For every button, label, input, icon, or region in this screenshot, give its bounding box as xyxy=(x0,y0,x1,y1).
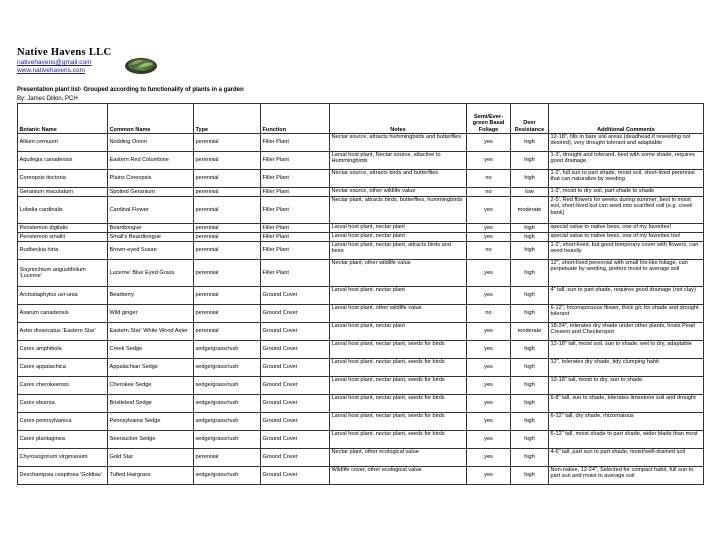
table-row xyxy=(18,260,704,287)
function-cell: Filler Plant xyxy=(261,224,330,233)
botanic-name-cell: Carex plantaginea xyxy=(18,431,108,449)
letterhead xyxy=(17,47,111,75)
type-cell: perennial xyxy=(194,449,261,467)
type-cell: sedge/grass/rush xyxy=(194,377,261,395)
notes-cell: Larval host plant, nectar plant, seeds for birds xyxy=(330,395,467,413)
botanic-name-cell: Carex pennsylvanica xyxy=(18,413,108,431)
deer-cell: high xyxy=(511,260,549,287)
notes-cell: Larval host plant, nectar plant xyxy=(330,233,467,242)
botanic-name-cell: Carex eburnia xyxy=(18,395,108,413)
comments-cell: 1-2', short-lived, but good temporary cover with flowers, can seed heavily xyxy=(549,242,704,260)
table-row xyxy=(18,467,704,485)
table-row xyxy=(18,323,704,341)
function-cell: Filler Plant xyxy=(261,242,330,260)
foliage-cell: yes xyxy=(467,413,511,431)
function-cell: Ground Cover xyxy=(261,341,330,359)
deer-cell: high xyxy=(511,170,549,188)
common-name-cell: Bearberry xyxy=(108,287,194,305)
type-cell: perennial xyxy=(194,260,261,287)
deer-cell: high xyxy=(511,305,549,323)
leaf-bowl-logo-icon xyxy=(124,55,158,75)
table-row xyxy=(18,242,704,260)
notes-cell: Nectar source, attracts birds and butterflies xyxy=(330,170,467,188)
type-cell: sedge/grass/rush xyxy=(194,413,261,431)
notes-cell: Larval host plant, nectar plant xyxy=(330,224,467,233)
foliage-cell: no xyxy=(467,170,511,188)
col-deer-resistance: Deer Resistance xyxy=(511,104,549,134)
deer-cell: low xyxy=(511,188,549,197)
function-cell: Filler Plant xyxy=(261,188,330,197)
type-cell: perennial xyxy=(194,242,261,260)
botanic-name-cell: Allium cernuum xyxy=(18,134,108,152)
deer-cell: high xyxy=(511,395,549,413)
comments-cell: 6-12" tall, dry shade, rhizomatous xyxy=(549,413,704,431)
common-name-cell: Creek Sedge xyxy=(108,341,194,359)
function-cell: Ground Cover xyxy=(261,377,330,395)
foliage-cell: yes xyxy=(467,395,511,413)
notes-cell: Nectar source, attracts hummingbirds and butterflies xyxy=(330,134,467,152)
botanic-name-cell: Asarum canadensis xyxy=(18,305,108,323)
function-cell: Ground Cover xyxy=(261,395,330,413)
table-row xyxy=(18,197,704,224)
type-cell: sedge/grass/rush xyxy=(194,395,261,413)
function-cell: Filler Plant xyxy=(261,152,330,170)
foliage-cell: yes xyxy=(467,449,511,467)
foliage-cell: yes xyxy=(467,134,511,152)
deer-cell: high xyxy=(511,134,549,152)
function-cell: Ground Cover xyxy=(261,449,330,467)
function-cell: Ground Cover xyxy=(261,413,330,431)
foliage-cell: yes xyxy=(467,467,511,485)
foliage-cell: yes xyxy=(467,152,511,170)
table-row xyxy=(18,377,704,395)
type-cell: perennial xyxy=(194,188,261,197)
deer-cell: high xyxy=(511,413,549,431)
foliage-cell: yes xyxy=(467,233,511,242)
botanic-name-cell: Aster divaricatus 'Eastern Star' xyxy=(18,323,108,341)
common-name-cell: Brown-eyed Susan xyxy=(108,242,194,260)
common-name-cell: Bristleleaf Sedge xyxy=(108,395,194,413)
type-cell: sedge/grass/rush xyxy=(194,467,261,485)
table-row xyxy=(18,359,704,377)
botanic-name-cell: Carex amphibola xyxy=(18,341,108,359)
table-row xyxy=(18,431,704,449)
notes-cell: Larval host plant, Nectar source, attactive to Hummingbirds xyxy=(330,152,467,170)
comments-cell: Non-native, 12-24", Selected for compact habit, full sun to part sun and moist to average soil xyxy=(549,467,704,485)
deer-cell: high xyxy=(511,341,549,359)
common-name-cell: Nodding Onion xyxy=(108,134,194,152)
common-name-cell: Eastern Red Columbine xyxy=(108,152,194,170)
deer-cell: high xyxy=(511,359,549,377)
botanic-name-cell: Carex cherokeensis xyxy=(18,377,108,395)
botanic-name-cell: Penstemon smallii xyxy=(18,233,108,242)
table-row xyxy=(18,341,704,359)
email-link[interactable]: nativehavens@gmail.com xyxy=(17,59,92,66)
comments-cell: 4" tall, sun to part shade, requires good drainage (not clay) xyxy=(549,287,704,305)
comments-cell: 6-8" tall, sun to shade, tolerates limestone soil and drought xyxy=(549,395,704,413)
foliage-cell: yes xyxy=(467,323,511,341)
notes-cell: Larval host plant, nectar plant, attracts birds and bees xyxy=(330,242,467,260)
function-cell: Filler Plant xyxy=(261,233,330,242)
deer-cell: high xyxy=(511,242,549,260)
common-name-cell: Wild ginger xyxy=(108,305,194,323)
function-cell: Filler Plant xyxy=(261,170,330,188)
notes-cell: Nectar source, other wildlife value xyxy=(330,188,467,197)
botanic-name-cell: Penstemon digitalis xyxy=(18,224,108,233)
botanic-name-cell: Geranium maculatum xyxy=(18,188,108,197)
table-row xyxy=(18,188,704,197)
foliage-cell: yes xyxy=(467,359,511,377)
comments-cell: special value to native bees, one of my favorites! xyxy=(549,224,704,233)
comments-cell: 12-18" tall, moist soil, sun to shade, wet to dry, adaptable xyxy=(549,341,704,359)
plant-list-table xyxy=(17,103,704,485)
comments-cell: 1-2', full sun to part shade, moist soil, short-lived perennial that can naturalize by seeding xyxy=(549,170,704,188)
website-link[interactable]: www.nativehavens.com xyxy=(17,67,85,74)
table-row xyxy=(18,134,704,152)
notes-cell: Larval host plant, nectar plant, seeds for birds xyxy=(330,377,467,395)
deer-cell: high xyxy=(511,287,549,305)
col-common-name: Common Name xyxy=(108,104,194,134)
comments-cell: 12-18", fills in bare soil areas (deadhead if reseeding not desired), very drought tolerant and adaptable xyxy=(549,134,704,152)
col-type: Type xyxy=(194,104,261,134)
table-row xyxy=(18,449,704,467)
table-row xyxy=(18,152,704,170)
botanic-name-cell: Lobelia cardinalis xyxy=(18,197,108,224)
type-cell: perennial xyxy=(194,134,261,152)
comments-cell: 2-5', Red flowers for weeks during summer, best in moist soil, short-lived but can seed into scarified soil (e.g. creek bank) xyxy=(549,197,704,224)
common-name-cell: Seersucker Sedge xyxy=(108,431,194,449)
notes-cell: Nectar plant, other wildlife value xyxy=(330,260,467,287)
deer-cell: moderate xyxy=(511,323,549,341)
notes-cell: Larval host plant, nectar plant xyxy=(330,323,467,341)
function-cell: Filler Plant xyxy=(261,197,330,224)
table-row xyxy=(18,224,704,233)
comments-cell: 6-12" tall, moist shade to part shade, wider blade than most xyxy=(549,431,704,449)
table-header-row xyxy=(18,104,704,134)
function-cell: Filler Plant xyxy=(261,260,330,287)
company-name: Native Havens LLC xyxy=(17,47,112,58)
col-notes: Notes xyxy=(330,104,467,134)
notes-cell: Larval host plant, nectar plant, seeds for birds xyxy=(330,341,467,359)
table-row xyxy=(18,413,704,431)
table-row xyxy=(18,287,704,305)
common-name-cell: Cherokee Sedge xyxy=(108,377,194,395)
common-name-cell: Small's Beardtongue xyxy=(108,233,194,242)
botanic-name-cell: Coreopsis tinctoria xyxy=(18,170,108,188)
table-row xyxy=(18,233,704,242)
foliage-cell: yes xyxy=(467,377,511,395)
author-byline: By: James Dillon, PCH xyxy=(17,96,78,102)
botanic-name-cell: Chyrosogonum virginianum xyxy=(18,449,108,467)
type-cell: sedge/grass/rush xyxy=(194,431,261,449)
type-cell: sedge/grass/rush xyxy=(194,359,261,377)
common-name-cell: Cardinal Flower xyxy=(108,197,194,224)
common-name-cell: Gold Star xyxy=(108,449,194,467)
common-name-cell: Lucerne' Blue Eyed Grass xyxy=(108,260,194,287)
notes-cell: Larval host plant, nectar plant, seeds for birds xyxy=(330,413,467,431)
deer-cell: high xyxy=(511,233,549,242)
botanic-name-cell: Deschampsia cespitosa 'Goldtau' xyxy=(18,467,108,485)
type-cell: perennial xyxy=(194,224,261,233)
type-cell: perennial xyxy=(194,170,261,188)
notes-cell: Larval host plant, other wildlife value xyxy=(330,305,467,323)
table-row xyxy=(18,395,704,413)
foliage-cell: no xyxy=(467,188,511,197)
col-foliage: Semi/Ever-green Basal Foliage xyxy=(467,104,511,134)
function-cell: Ground Cover xyxy=(261,287,330,305)
botanic-name-cell: Sisyrinchium angustifolium 'Lucerne' xyxy=(18,260,108,287)
notes-cell: Nectar plant, attracts birds, butterflies, hummingbirds xyxy=(330,197,467,224)
col-botanic-name: Botanic Name xyxy=(18,104,108,134)
deer-cell: moderate xyxy=(511,197,549,224)
deer-cell: high xyxy=(511,431,549,449)
col-function: Function xyxy=(261,104,330,134)
botanic-name-cell: Rudbeckia hirta xyxy=(18,242,108,260)
comments-cell: 12", tolerates dry shade, tidy clumping habit xyxy=(549,359,704,377)
foliage-cell: yes xyxy=(467,287,511,305)
deer-cell: high xyxy=(511,377,549,395)
comments-cell: 12-18" tall, moist to dry, sun to shade xyxy=(549,377,704,395)
type-cell: perennial xyxy=(194,152,261,170)
type-cell: perennial xyxy=(194,305,261,323)
document-subtitle: Presentation plant list- Grouped according to functionality of plants in a garden xyxy=(17,87,244,93)
common-name-cell: Eastern Star' White Wood Aster xyxy=(108,323,194,341)
table-row xyxy=(18,305,704,323)
botanic-name-cell: Carex appalachica xyxy=(18,359,108,377)
notes-cell: Larval host plant, nectar plant, seeds for birds xyxy=(330,431,467,449)
table-row xyxy=(18,170,704,188)
type-cell: sedge/grass/rush xyxy=(194,341,261,359)
common-name-cell: Tufted Hairgrass xyxy=(108,467,194,485)
deer-cell: high xyxy=(511,467,549,485)
foliage-cell: yes xyxy=(467,224,511,233)
comments-cell: 6-12", Inconspicuous flower, thick g/c for shade and drought tolerant xyxy=(549,305,704,323)
common-name-cell: Plains Coreopsis xyxy=(108,170,194,188)
comments-cell: 12", short-lived perennial with small Iris-like foliage, can perpetuate by seeding, prefers moist to average soil xyxy=(549,260,704,287)
foliage-cell: yes xyxy=(467,197,511,224)
comments-cell: special value to native bees, one of my favorites too! xyxy=(549,233,704,242)
function-cell: Ground Cover xyxy=(261,431,330,449)
function-cell: Ground Cover xyxy=(261,305,330,323)
foliage-cell: no xyxy=(467,305,511,323)
deer-cell: high xyxy=(511,152,549,170)
common-name-cell: Appalachian Sedge xyxy=(108,359,194,377)
type-cell: perennial xyxy=(194,197,261,224)
comments-cell: 1-2', moist to dry soil, part shade to shade xyxy=(549,188,704,197)
notes-cell: Wildlife cover, other ecological value xyxy=(330,467,467,485)
comments-cell: 1-3', drought and tolerand, best with some shade, requires good drainage, xyxy=(549,152,704,170)
deer-cell: high xyxy=(511,449,549,467)
notes-cell: Nectar plant, other ecological value xyxy=(330,449,467,467)
type-cell: perennial xyxy=(194,323,261,341)
type-cell: perennial xyxy=(194,287,261,305)
notes-cell: Larval host plant, nectar plant, seeds for birds xyxy=(330,359,467,377)
comments-cell: 4-6" tall, part sun to part shade, moist/well-drained soil xyxy=(549,449,704,467)
common-name-cell: Pennsylvania Sedge xyxy=(108,413,194,431)
type-cell: perennial xyxy=(194,233,261,242)
function-cell: Filler Plant xyxy=(261,134,330,152)
foliage-cell: yes xyxy=(467,260,511,287)
botanic-name-cell: Aquilegia canadensis xyxy=(18,152,108,170)
function-cell: Ground Cover xyxy=(261,323,330,341)
function-cell: Ground Cover xyxy=(261,467,330,485)
botanic-name-cell: Arctostaphylos uvi-ursa xyxy=(18,287,108,305)
deer-cell: high xyxy=(511,224,549,233)
function-cell: Ground Cover xyxy=(261,359,330,377)
foliage-cell: yes xyxy=(467,431,511,449)
notes-cell: Larval host plant, nectar plant xyxy=(330,287,467,305)
comments-cell: 18-24", tolerates dry shade under other plants, hosts Pearl Cresent and Checkerspot xyxy=(549,323,704,341)
foliage-cell: yes xyxy=(467,341,511,359)
common-name-cell: Beardtongue xyxy=(108,224,194,233)
col-additional-comments: Additional Comments xyxy=(549,104,704,134)
common-name-cell: Spotted Geranium xyxy=(108,188,194,197)
foliage-cell: no xyxy=(467,242,511,260)
